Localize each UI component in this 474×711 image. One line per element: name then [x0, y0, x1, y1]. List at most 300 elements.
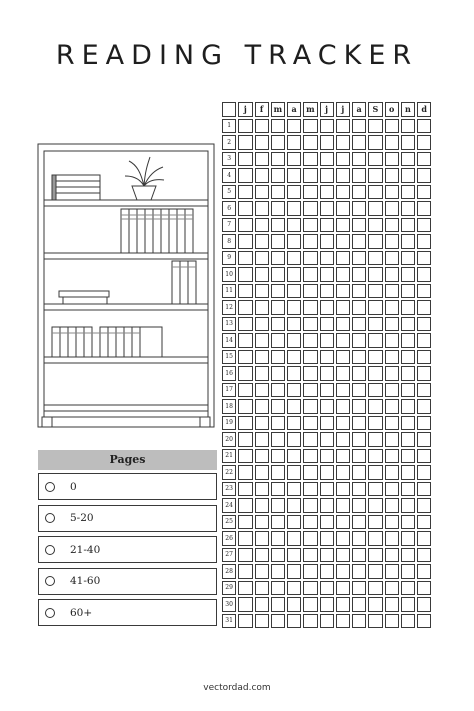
tracker-checkbox[interactable]	[417, 449, 431, 464]
tracker-checkbox[interactable]	[320, 432, 334, 447]
tracker-checkbox[interactable]	[336, 548, 350, 563]
tracker-checkbox[interactable]	[385, 168, 399, 183]
tracker-checkbox[interactable]	[320, 581, 334, 596]
tracker-checkbox[interactable]	[336, 284, 350, 299]
tracker-checkbox[interactable]	[368, 416, 382, 431]
tracker-checkbox[interactable]	[385, 515, 399, 530]
tracker-checkbox[interactable]	[368, 317, 382, 332]
tracker-checkbox[interactable]	[352, 350, 366, 365]
tracker-checkbox[interactable]	[401, 119, 415, 134]
tracker-checkbox[interactable]	[320, 201, 334, 216]
tracker-checkbox[interactable]	[255, 267, 269, 282]
tracker-checkbox[interactable]	[287, 482, 301, 497]
tracker-checkbox[interactable]	[368, 152, 382, 167]
tracker-checkbox[interactable]	[385, 564, 399, 579]
tracker-checkbox[interactable]	[255, 399, 269, 414]
tracker-checkbox[interactable]	[417, 333, 431, 348]
tracker-checkbox[interactable]	[320, 300, 334, 315]
tracker-checkbox[interactable]	[238, 350, 252, 365]
tracker-checkbox[interactable]	[287, 201, 301, 216]
tracker-checkbox[interactable]	[271, 135, 285, 150]
tracker-checkbox[interactable]	[287, 564, 301, 579]
tracker-checkbox[interactable]	[401, 251, 415, 266]
tracker-checkbox[interactable]	[417, 432, 431, 447]
tracker-checkbox[interactable]	[303, 581, 317, 596]
tracker-checkbox[interactable]	[368, 548, 382, 563]
tracker-checkbox[interactable]	[352, 482, 366, 497]
tracker-checkbox[interactable]	[417, 383, 431, 398]
tracker-checkbox[interactable]	[238, 251, 252, 266]
radio-circle-icon[interactable]	[45, 545, 55, 555]
tracker-checkbox[interactable]	[401, 383, 415, 398]
tracker-checkbox[interactable]	[271, 218, 285, 233]
tracker-checkbox[interactable]	[303, 416, 317, 431]
tracker-checkbox[interactable]	[238, 284, 252, 299]
tracker-checkbox[interactable]	[238, 515, 252, 530]
tracker-checkbox[interactable]	[417, 581, 431, 596]
tracker-checkbox[interactable]	[271, 366, 285, 381]
tracker-checkbox[interactable]	[352, 614, 366, 629]
tracker-checkbox[interactable]	[238, 531, 252, 546]
tracker-checkbox[interactable]	[287, 449, 301, 464]
tracker-checkbox[interactable]	[238, 218, 252, 233]
tracker-checkbox[interactable]	[287, 548, 301, 563]
tracker-checkbox[interactable]	[368, 482, 382, 497]
tracker-checkbox[interactable]	[303, 366, 317, 381]
tracker-checkbox[interactable]	[352, 383, 366, 398]
tracker-checkbox[interactable]	[401, 564, 415, 579]
tracker-checkbox[interactable]	[401, 350, 415, 365]
tracker-checkbox[interactable]	[352, 152, 366, 167]
tracker-checkbox[interactable]	[368, 135, 382, 150]
tracker-checkbox[interactable]	[385, 432, 399, 447]
tracker-checkbox[interactable]	[417, 515, 431, 530]
tracker-checkbox[interactable]	[303, 267, 317, 282]
tracker-checkbox[interactable]	[271, 498, 285, 513]
tracker-checkbox[interactable]	[287, 119, 301, 134]
tracker-checkbox[interactable]	[401, 218, 415, 233]
tracker-checkbox[interactable]	[368, 201, 382, 216]
tracker-checkbox[interactable]	[417, 201, 431, 216]
tracker-checkbox[interactable]	[320, 597, 334, 612]
tracker-checkbox[interactable]	[303, 531, 317, 546]
pages-option[interactable]	[38, 568, 217, 595]
tracker-checkbox[interactable]	[255, 168, 269, 183]
tracker-checkbox[interactable]	[336, 185, 350, 200]
tracker-checkbox[interactable]	[368, 300, 382, 315]
tracker-checkbox[interactable]	[417, 531, 431, 546]
tracker-checkbox[interactable]	[352, 168, 366, 183]
tracker-checkbox[interactable]	[401, 498, 415, 513]
tracker-checkbox[interactable]	[320, 366, 334, 381]
tracker-checkbox[interactable]	[336, 465, 350, 480]
tracker-checkbox[interactable]	[352, 366, 366, 381]
tracker-checkbox[interactable]	[255, 218, 269, 233]
tracker-checkbox[interactable]	[255, 581, 269, 596]
tracker-checkbox[interactable]	[385, 333, 399, 348]
tracker-checkbox[interactable]	[401, 581, 415, 596]
tracker-checkbox[interactable]	[303, 564, 317, 579]
tracker-checkbox[interactable]	[287, 251, 301, 266]
tracker-checkbox[interactable]	[417, 317, 431, 332]
tracker-checkbox[interactable]	[352, 432, 366, 447]
tracker-checkbox[interactable]	[336, 399, 350, 414]
tracker-checkbox[interactable]	[320, 515, 334, 530]
tracker-checkbox[interactable]	[287, 152, 301, 167]
tracker-checkbox[interactable]	[417, 366, 431, 381]
tracker-checkbox[interactable]	[385, 300, 399, 315]
tracker-checkbox[interactable]	[417, 548, 431, 563]
tracker-checkbox[interactable]	[401, 366, 415, 381]
pages-option[interactable]	[38, 599, 217, 626]
tracker-checkbox[interactable]	[320, 119, 334, 134]
tracker-checkbox[interactable]	[320, 614, 334, 629]
tracker-checkbox[interactable]	[238, 548, 252, 563]
tracker-checkbox[interactable]	[385, 218, 399, 233]
tracker-checkbox[interactable]	[352, 515, 366, 530]
tracker-checkbox[interactable]	[385, 317, 399, 332]
tracker-checkbox[interactable]	[368, 333, 382, 348]
tracker-checkbox[interactable]	[287, 597, 301, 612]
tracker-checkbox[interactable]	[271, 564, 285, 579]
tracker-checkbox[interactable]	[303, 498, 317, 513]
tracker-checkbox[interactable]	[417, 218, 431, 233]
tracker-checkbox[interactable]	[385, 531, 399, 546]
tracker-checkbox[interactable]	[271, 465, 285, 480]
tracker-checkbox[interactable]	[401, 267, 415, 282]
tracker-checkbox[interactable]	[238, 119, 252, 134]
tracker-checkbox[interactable]	[385, 416, 399, 431]
tracker-checkbox[interactable]	[336, 366, 350, 381]
tracker-checkbox[interactable]	[352, 498, 366, 513]
tracker-checkbox[interactable]	[385, 251, 399, 266]
tracker-checkbox[interactable]	[352, 449, 366, 464]
tracker-checkbox[interactable]	[417, 465, 431, 480]
tracker-checkbox[interactable]	[303, 300, 317, 315]
tracker-checkbox[interactable]	[401, 597, 415, 612]
tracker-checkbox[interactable]	[401, 201, 415, 216]
tracker-checkbox[interactable]	[401, 284, 415, 299]
tracker-checkbox[interactable]	[320, 449, 334, 464]
tracker-checkbox[interactable]	[255, 515, 269, 530]
tracker-checkbox[interactable]	[336, 581, 350, 596]
tracker-checkbox[interactable]	[401, 416, 415, 431]
tracker-checkbox[interactable]	[368, 498, 382, 513]
tracker-checkbox[interactable]	[287, 416, 301, 431]
tracker-checkbox[interactable]	[255, 119, 269, 134]
tracker-checkbox[interactable]	[417, 135, 431, 150]
tracker-checkbox[interactable]	[271, 531, 285, 546]
tracker-checkbox[interactable]	[255, 300, 269, 315]
tracker-checkbox[interactable]	[271, 119, 285, 134]
tracker-checkbox[interactable]	[368, 581, 382, 596]
tracker-checkbox[interactable]	[271, 399, 285, 414]
tracker-checkbox[interactable]	[303, 548, 317, 563]
tracker-checkbox[interactable]	[238, 432, 252, 447]
tracker-checkbox[interactable]	[417, 234, 431, 249]
tracker-checkbox[interactable]	[303, 119, 317, 134]
tracker-checkbox[interactable]	[320, 399, 334, 414]
tracker-checkbox[interactable]	[368, 267, 382, 282]
tracker-checkbox[interactable]	[320, 317, 334, 332]
tracker-checkbox[interactable]	[287, 432, 301, 447]
pages-option[interactable]	[38, 473, 217, 500]
tracker-checkbox[interactable]	[320, 152, 334, 167]
tracker-checkbox[interactable]	[238, 498, 252, 513]
tracker-checkbox[interactable]	[401, 135, 415, 150]
tracker-checkbox[interactable]	[401, 234, 415, 249]
tracker-checkbox[interactable]	[385, 399, 399, 414]
tracker-checkbox[interactable]	[271, 185, 285, 200]
tracker-checkbox[interactable]	[238, 317, 252, 332]
tracker-checkbox[interactable]	[238, 333, 252, 348]
tracker-checkbox[interactable]	[320, 564, 334, 579]
tracker-checkbox[interactable]	[385, 614, 399, 629]
tracker-checkbox[interactable]	[303, 168, 317, 183]
tracker-checkbox[interactable]	[271, 482, 285, 497]
tracker-checkbox[interactable]	[385, 234, 399, 249]
tracker-checkbox[interactable]	[238, 449, 252, 464]
tracker-checkbox[interactable]	[320, 416, 334, 431]
tracker-checkbox[interactable]	[352, 465, 366, 480]
tracker-checkbox[interactable]	[336, 251, 350, 266]
tracker-checkbox[interactable]	[271, 234, 285, 249]
tracker-checkbox[interactable]	[287, 185, 301, 200]
tracker-checkbox[interactable]	[417, 350, 431, 365]
tracker-checkbox[interactable]	[368, 449, 382, 464]
tracker-checkbox[interactable]	[352, 267, 366, 282]
tracker-checkbox[interactable]	[287, 218, 301, 233]
tracker-checkbox[interactable]	[336, 564, 350, 579]
tracker-checkbox[interactable]	[352, 234, 366, 249]
tracker-checkbox[interactable]	[303, 515, 317, 530]
tracker-checkbox[interactable]	[417, 168, 431, 183]
tracker-checkbox[interactable]	[303, 135, 317, 150]
pages-option[interactable]	[38, 505, 217, 532]
tracker-checkbox[interactable]	[336, 267, 350, 282]
tracker-checkbox[interactable]	[303, 614, 317, 629]
tracker-checkbox[interactable]	[352, 218, 366, 233]
tracker-checkbox[interactable]	[320, 482, 334, 497]
tracker-checkbox[interactable]	[271, 300, 285, 315]
tracker-checkbox[interactable]	[255, 152, 269, 167]
tracker-checkbox[interactable]	[417, 267, 431, 282]
tracker-checkbox[interactable]	[303, 482, 317, 497]
tracker-checkbox[interactable]	[238, 581, 252, 596]
tracker-checkbox[interactable]	[320, 251, 334, 266]
tracker-checkbox[interactable]	[417, 300, 431, 315]
tracker-checkbox[interactable]	[385, 185, 399, 200]
tracker-checkbox[interactable]	[238, 135, 252, 150]
tracker-checkbox[interactable]	[385, 135, 399, 150]
tracker-checkbox[interactable]	[401, 465, 415, 480]
tracker-checkbox[interactable]	[320, 267, 334, 282]
tracker-checkbox[interactable]	[385, 383, 399, 398]
tracker-checkbox[interactable]	[287, 267, 301, 282]
tracker-checkbox[interactable]	[368, 597, 382, 612]
tracker-checkbox[interactable]	[417, 251, 431, 266]
radio-circle-icon[interactable]	[45, 482, 55, 492]
tracker-checkbox[interactable]	[303, 432, 317, 447]
tracker-checkbox[interactable]	[271, 416, 285, 431]
tracker-checkbox[interactable]	[385, 597, 399, 612]
tracker-checkbox[interactable]	[238, 152, 252, 167]
tracker-checkbox[interactable]	[368, 185, 382, 200]
tracker-checkbox[interactable]	[271, 284, 285, 299]
tracker-checkbox[interactable]	[271, 333, 285, 348]
tracker-checkbox[interactable]	[385, 350, 399, 365]
tracker-checkbox[interactable]	[385, 581, 399, 596]
tracker-checkbox[interactable]	[417, 185, 431, 200]
tracker-checkbox[interactable]	[287, 614, 301, 629]
tracker-checkbox[interactable]	[385, 465, 399, 480]
tracker-checkbox[interactable]	[271, 201, 285, 216]
radio-circle-icon[interactable]	[45, 576, 55, 586]
tracker-checkbox[interactable]	[336, 333, 350, 348]
tracker-checkbox[interactable]	[238, 267, 252, 282]
tracker-checkbox[interactable]	[368, 515, 382, 530]
tracker-checkbox[interactable]	[255, 185, 269, 200]
tracker-checkbox[interactable]	[238, 168, 252, 183]
tracker-checkbox[interactable]	[255, 383, 269, 398]
tracker-checkbox[interactable]	[255, 614, 269, 629]
tracker-checkbox[interactable]	[303, 218, 317, 233]
tracker-checkbox[interactable]	[417, 152, 431, 167]
tracker-checkbox[interactable]	[352, 597, 366, 612]
tracker-checkbox[interactable]	[336, 317, 350, 332]
tracker-checkbox[interactable]	[368, 614, 382, 629]
tracker-checkbox[interactable]	[385, 152, 399, 167]
tracker-checkbox[interactable]	[368, 465, 382, 480]
tracker-checkbox[interactable]	[303, 201, 317, 216]
tracker-checkbox[interactable]	[255, 548, 269, 563]
tracker-checkbox[interactable]	[255, 366, 269, 381]
tracker-checkbox[interactable]	[287, 350, 301, 365]
tracker-checkbox[interactable]	[320, 333, 334, 348]
tracker-checkbox[interactable]	[287, 284, 301, 299]
tracker-checkbox[interactable]	[417, 284, 431, 299]
tracker-checkbox[interactable]	[336, 597, 350, 612]
tracker-checkbox[interactable]	[238, 366, 252, 381]
tracker-checkbox[interactable]	[352, 251, 366, 266]
tracker-checkbox[interactable]	[320, 168, 334, 183]
tracker-checkbox[interactable]	[271, 251, 285, 266]
tracker-checkbox[interactable]	[368, 432, 382, 447]
tracker-checkbox[interactable]	[287, 531, 301, 546]
tracker-checkbox[interactable]	[385, 548, 399, 563]
tracker-checkbox[interactable]	[401, 515, 415, 530]
tracker-checkbox[interactable]	[401, 482, 415, 497]
tracker-checkbox[interactable]	[287, 135, 301, 150]
tracker-checkbox[interactable]	[255, 416, 269, 431]
tracker-checkbox[interactable]	[320, 135, 334, 150]
tracker-checkbox[interactable]	[336, 383, 350, 398]
tracker-checkbox[interactable]	[320, 284, 334, 299]
tracker-checkbox[interactable]	[368, 564, 382, 579]
tracker-checkbox[interactable]	[352, 581, 366, 596]
tracker-checkbox[interactable]	[271, 449, 285, 464]
tracker-checkbox[interactable]	[255, 201, 269, 216]
tracker-checkbox[interactable]	[368, 399, 382, 414]
tracker-checkbox[interactable]	[303, 465, 317, 480]
tracker-checkbox[interactable]	[336, 201, 350, 216]
tracker-checkbox[interactable]	[238, 465, 252, 480]
tracker-checkbox[interactable]	[352, 564, 366, 579]
tracker-checkbox[interactable]	[271, 581, 285, 596]
tracker-checkbox[interactable]	[255, 135, 269, 150]
tracker-checkbox[interactable]	[336, 614, 350, 629]
tracker-checkbox[interactable]	[352, 548, 366, 563]
tracker-checkbox[interactable]	[303, 251, 317, 266]
tracker-checkbox[interactable]	[287, 399, 301, 414]
tracker-checkbox[interactable]	[368, 251, 382, 266]
tracker-checkbox[interactable]	[320, 234, 334, 249]
tracker-checkbox[interactable]	[255, 350, 269, 365]
tracker-checkbox[interactable]	[336, 482, 350, 497]
tracker-checkbox[interactable]	[336, 152, 350, 167]
tracker-checkbox[interactable]	[417, 498, 431, 513]
tracker-checkbox[interactable]	[238, 201, 252, 216]
tracker-checkbox[interactable]	[303, 383, 317, 398]
tracker-checkbox[interactable]	[255, 251, 269, 266]
tracker-checkbox[interactable]	[271, 614, 285, 629]
tracker-checkbox[interactable]	[238, 597, 252, 612]
tracker-checkbox[interactable]	[417, 482, 431, 497]
tracker-checkbox[interactable]	[401, 168, 415, 183]
tracker-checkbox[interactable]	[401, 300, 415, 315]
tracker-checkbox[interactable]	[385, 119, 399, 134]
tracker-checkbox[interactable]	[303, 449, 317, 464]
tracker-checkbox[interactable]	[336, 135, 350, 150]
radio-circle-icon[interactable]	[45, 513, 55, 523]
pages-option[interactable]	[38, 536, 217, 563]
tracker-checkbox[interactable]	[336, 168, 350, 183]
tracker-checkbox[interactable]	[385, 284, 399, 299]
tracker-checkbox[interactable]	[385, 366, 399, 381]
tracker-checkbox[interactable]	[287, 317, 301, 332]
tracker-checkbox[interactable]	[352, 201, 366, 216]
tracker-checkbox[interactable]	[385, 267, 399, 282]
tracker-checkbox[interactable]	[238, 416, 252, 431]
tracker-checkbox[interactable]	[238, 383, 252, 398]
tracker-checkbox[interactable]	[238, 300, 252, 315]
tracker-checkbox[interactable]	[401, 432, 415, 447]
tracker-checkbox[interactable]	[401, 449, 415, 464]
tracker-checkbox[interactable]	[287, 234, 301, 249]
tracker-checkbox[interactable]	[271, 432, 285, 447]
tracker-checkbox[interactable]	[368, 366, 382, 381]
tracker-checkbox[interactable]	[368, 234, 382, 249]
tracker-checkbox[interactable]	[303, 350, 317, 365]
tracker-checkbox[interactable]	[303, 152, 317, 167]
tracker-checkbox[interactable]	[336, 515, 350, 530]
tracker-checkbox[interactable]	[401, 399, 415, 414]
tracker-checkbox[interactable]	[368, 383, 382, 398]
tracker-checkbox[interactable]	[352, 416, 366, 431]
tracker-checkbox[interactable]	[417, 597, 431, 612]
tracker-checkbox[interactable]	[352, 119, 366, 134]
tracker-checkbox[interactable]	[271, 267, 285, 282]
tracker-checkbox[interactable]	[401, 185, 415, 200]
tracker-checkbox[interactable]	[287, 168, 301, 183]
tracker-checkbox[interactable]	[255, 284, 269, 299]
tracker-checkbox[interactable]	[271, 152, 285, 167]
tracker-checkbox[interactable]	[238, 564, 252, 579]
tracker-checkbox[interactable]	[352, 317, 366, 332]
tracker-checkbox[interactable]	[417, 119, 431, 134]
tracker-checkbox[interactable]	[401, 152, 415, 167]
tracker-checkbox[interactable]	[368, 531, 382, 546]
